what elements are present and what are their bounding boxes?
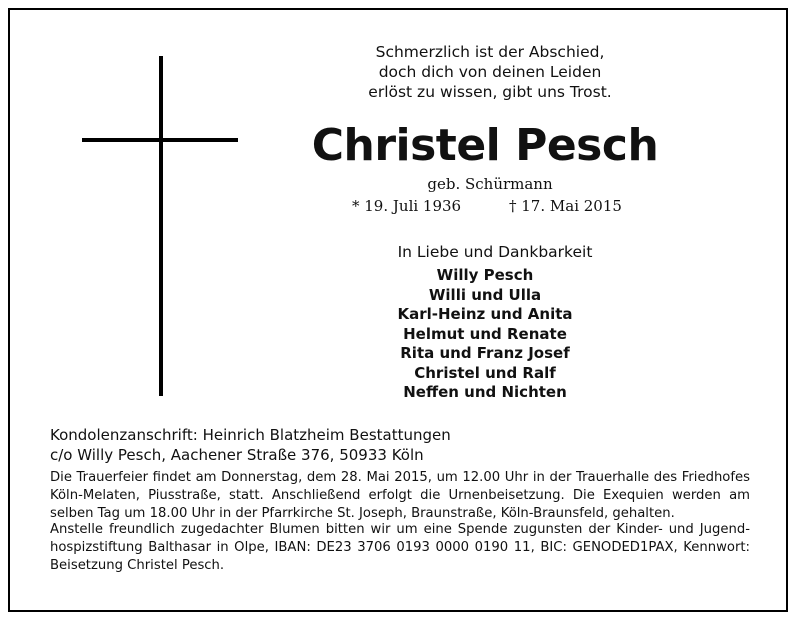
- mourner-name: Helmut und Renate: [403, 324, 567, 343]
- verse-line: erlöst zu wissen, gibt uns Trost.: [368, 83, 612, 101]
- mourners-intro: In Liebe und Dankbarkeit: [397, 243, 593, 261]
- cross-icon-bar: [82, 138, 238, 142]
- deceased-name: Christel Pesch: [311, 120, 659, 171]
- death-date: † 17. Mai 2015: [509, 197, 622, 215]
- mourner-name: Christel und Ralf: [414, 363, 556, 382]
- mourners-list: [380, 266, 590, 403]
- condolence-line: c/o Willy Pesch, Aachener Straße 376, 50933 Köln: [50, 446, 424, 464]
- verse-line: doch dich von deinen Leiden: [378, 63, 602, 81]
- mourner-name: Willi und Ulla: [428, 285, 542, 304]
- birth-name: geb. Schürmann: [427, 175, 553, 193]
- mourner-name: Willy Pesch: [436, 266, 534, 284]
- service-info: Die Trauerfeier findet am Donnerstag, dem 28. Mai 2015, um 12.00 Uhr in der Trauerhalle des Friedhofes Köln-Melaten, Piusstraße, statt. Anschließend erfolgt die Urnenbeisetzung. Die Exequien werden am selben Tag um 18.00 Uhr in der Pfarrkirche St. Joseph, Braunstraße, Köln-Braunsfeld, gehalten.: [50, 470, 750, 521]
- verse: [300, 42, 680, 102]
- verse-line: Schmerzlich ist der Abschied,: [375, 43, 605, 61]
- condolence-line: Kondolenzanschrift: Heinrich Blatzheim Bestattungen: [50, 426, 451, 444]
- mourner-name: Rita und Franz Josef: [400, 344, 570, 362]
- donation-info: Anstelle freundlich zugedachter Blumen bitten wir um eine Spende zugunsten der Kinder- und Jugendhospizstiftung Balthasar in Olpe, IBAN: DE23 3706 0193 0000 0190 11, BIC: GENODED1PAX, Kennwort: Beisetzung Christel Pesch.: [50, 522, 750, 573]
- birth-date: * 19. Juli 1936: [352, 197, 462, 215]
- mourner-name: Karl-Heinz und Anita: [397, 305, 573, 323]
- mourner-name: Neffen und Nichten: [403, 383, 567, 401]
- cross-icon: [159, 56, 163, 396]
- condolence-address: [50, 425, 550, 465]
